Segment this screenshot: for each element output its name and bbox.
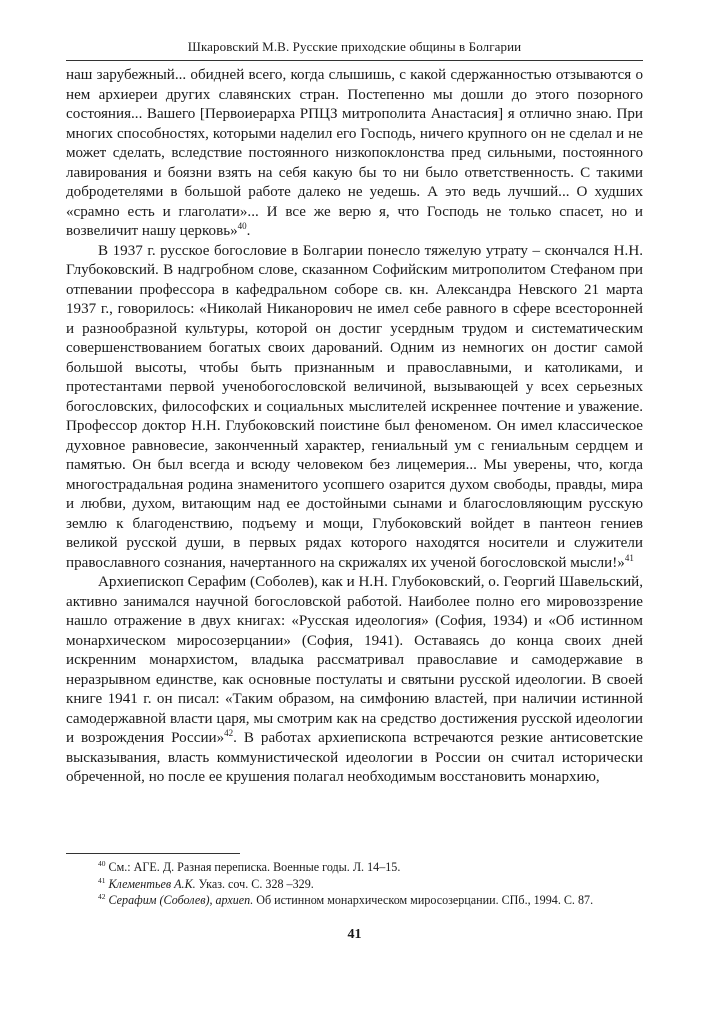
paragraph-text: наш зарубежный... обидней всего, когда слышишь, с какой сдержанностью отзываются о нем архиереи других славянских стран. Постепенно мы дошли до этого позорного состояния... Вашего [Первоиерарха РПЦЗ митрополита Анастасия] я отлично знаю. При многих способностях, которыми наделил его Господь, ничего крупного он не сделал и не может сделать, вследствие постоянного низкопоклонства пред сильными, постоянного лавирования и боязни взять на себя какую бы то ни было ответственность. С такими добродетелями в большой работе далеко не уедешь. А это ведь лучший... О худших «срамно есть и глаголати»... И все же верю я, что Господь не только спасет, но и возвеличит нашу церковь» bbox=[66, 67, 643, 239]
footnotes bbox=[66, 859, 643, 909]
footnote-number: 41 bbox=[98, 875, 106, 885]
footnote-ref-42: 42 bbox=[224, 728, 234, 739]
footnote-number: 40 bbox=[98, 859, 106, 869]
paragraph-text: Архиепископ Серафим (Соболев), как и Н.Н. Глубоковский, о. Георгий Шавельский, активно занимался научной богословской работой. Наиболее полно его мировоззрение нашло отражение в двух книгах: «Русская идеология» (София, 1934) и «Об истинном монархическом миросозерцании» (София, 1941). Оставаясь до конца своих дней искренним монархистом, владыка рассматривал православие и самодержавие в неразрывном единстве, как основные постулаты и святыни русской идеологии. В своей книге 1941 г. он писал: «Таким образом, на симфонию властей, при наличии истинной самодержавной власти царя, мы смотрим как на средство достижения русской идеологии и возрождения России» bbox=[66, 574, 643, 746]
page-number: 41 bbox=[347, 927, 362, 942]
footnote-ref-40: 40 bbox=[237, 221, 247, 232]
paragraph-tail: . bbox=[246, 223, 251, 239]
footnote-text: См.: АГЕ. Д. Разная переписка. Военные годы. Л. 14–15. bbox=[108, 860, 401, 874]
footnote-author: Серафим (Соболев), архиеп. bbox=[108, 893, 254, 907]
running-header: Шкаровский М.В. Русские приходские общины в Болгарии bbox=[66, 39, 643, 61]
main-text bbox=[66, 66, 643, 788]
footnote-number: 42 bbox=[98, 892, 106, 902]
paragraph-tail: . В работах архиепископа встречаются резкие антисоветские высказывания, власть коммунистической идеологии в России он считал исторически обреченной, но после ее крушения полагал необходимым восстановить монархию, bbox=[66, 730, 643, 785]
footnote-41 bbox=[66, 876, 643, 893]
paragraph-text: В 1937 г. русское богословие в Болгарии понесло тяжелую утрату – скончался Н.Н. Глубоковский. В надгробном слове, сказанном Софийским митрополитом Стефаном при отпевании профессора в кафедральном соборе св. кн. Александра Невского 21 марта 1937 г., говорилось: «Николай Никанорович не имел себе равного в сфере всесторонней и разнообразной культуры, которой он достиг усердным трудом и систематическим совершенствованием богатых своих дарований. Одним из немногих он достиг самой большой высоты, чтобы быть признанным и православными, и католиками, и протестантами первой ученобогословской величиной, вызывающей у всех серьезных богословских, философских и социальных мыслителей искреннее почтение и уважение. Профессор доктор Н.Н. Глубоковский поистине был феноменом. Он имел классическое духовное равновесие, законченный характер, гениальный ум с гениальным сердцем и памятью. Он был всегда и всюду человеком без лицемерия... Мы уверены, что, когда многострадальная родина знаменитого усопшего озарится духом свободы, правды, мира и любви, духом, витающим над ее достойными сынами и благословляющим русскую землю к благоденствию, подъему и мощи, Глубоковский войдет в пантеон гениев великой русской души, в первых рядах которого находятся носители и служители православного сознания, начертанного на скрижалях их ученой богословской мысли!» bbox=[66, 242, 643, 571]
footnote-separator bbox=[66, 853, 240, 854]
paragraph-2 bbox=[66, 242, 643, 574]
footnote-40 bbox=[66, 859, 643, 876]
footnote-ref-41: 41 bbox=[624, 552, 634, 563]
footnote-text: Указ. соч. С. 328 –329. bbox=[195, 876, 314, 891]
footnote-text: Об истинном монархическом миросозерцании. СПб., 1994. С. 87. bbox=[253, 893, 594, 907]
paragraph-1 bbox=[66, 66, 643, 242]
footnote-42 bbox=[66, 892, 643, 909]
paragraph-3 bbox=[66, 573, 643, 788]
footnote-author: Клементьев А.К. bbox=[108, 876, 196, 891]
